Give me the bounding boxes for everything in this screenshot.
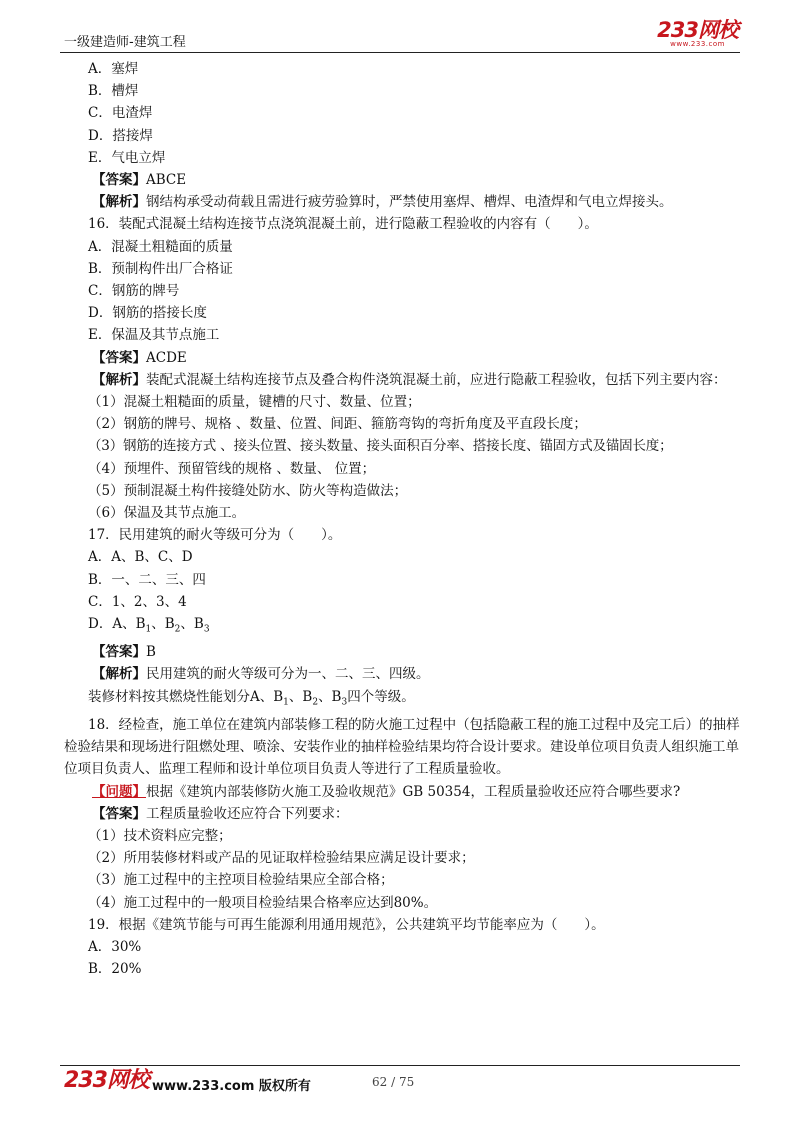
q18-answer bbox=[64, 803, 744, 825]
subscript: 2 bbox=[312, 697, 319, 708]
analysis-tag: 【解析】 bbox=[92, 371, 146, 388]
q18-item-2: （2）所用装修材料或产品的见证取样检验结果应满足设计要求； bbox=[88, 850, 475, 867]
answer-value: B bbox=[146, 644, 156, 661]
q16-option-b: B．预制构件出厂合格证 bbox=[88, 260, 233, 277]
option-text: 、B bbox=[180, 616, 204, 633]
answer-tag: 【答案】 bbox=[92, 644, 146, 661]
subscript: 1 bbox=[145, 624, 152, 635]
page-footer bbox=[60, 1065, 740, 1100]
analysis-text: 装配式混凝土结构连接节点及叠合构件浇筑混凝土前，应进行隐蔽工程验收，包括下列主要内容： bbox=[146, 371, 727, 388]
q16-answer bbox=[64, 347, 744, 369]
q16-option-d: D．钢筋的搭接长度 bbox=[88, 305, 207, 322]
answer-value: ABCE bbox=[146, 172, 187, 189]
header-title: 一级建造师-建筑工程 bbox=[64, 35, 186, 50]
subscript: 2 bbox=[174, 624, 181, 635]
q19-option-a: A．30% bbox=[88, 938, 142, 955]
note-text: 四个等级。 bbox=[347, 688, 415, 705]
q18-item-1: （1）技术资料应完整； bbox=[88, 827, 232, 844]
question-text: 根据《建筑内部装修防火施工及验收规范》GB 50354，工程质量验收还应符合哪些要求? bbox=[146, 783, 681, 800]
q17-option-c: C．1、2、3、4 bbox=[88, 593, 187, 610]
q16-analysis bbox=[64, 369, 744, 391]
footer-logo-brand: 233网校 bbox=[64, 1068, 149, 1093]
q16-item-4: （4）预埋件、预留管线的规格 、数量、 位置； bbox=[88, 460, 376, 477]
answer-value: ACDE bbox=[146, 349, 187, 366]
q16-item-3: （3）钢筋的连接方式 、接头位置、接头数量、接头面积百分率、搭接长度、锚固方式及锚固长度； bbox=[88, 438, 673, 455]
q17-option-a: A．A、B、C、D bbox=[88, 549, 193, 566]
q16-item-2: （2）钢筋的牌号、规格 、数量、位置、间距、箍筋弯钩的弯折角度及平直段长度； bbox=[88, 416, 587, 433]
q18-item-4: （4）施工过程中的一般项目检验结果合格率应达到80%。 bbox=[88, 894, 438, 911]
q17-answer bbox=[64, 641, 744, 663]
document-body bbox=[64, 58, 744, 980]
header-logo-site: www.233.com bbox=[670, 40, 725, 48]
question-tag: 【问题】 bbox=[92, 783, 146, 800]
q15-option-a: A．塞焊 bbox=[88, 61, 139, 77]
q19-stem: 19．根据《建筑节能与可再生能源利用通用规范》，公共建筑平均节能率应为（ ）。 bbox=[88, 916, 605, 933]
note-text: 、B bbox=[318, 688, 342, 705]
analysis-tag: 【解析】 bbox=[92, 666, 146, 683]
q17-analysis bbox=[64, 663, 744, 685]
q16-option-c: C．钢筋的牌号 bbox=[88, 283, 180, 300]
q16-option-e: E．保温及其节点施工 bbox=[88, 327, 220, 344]
q15-answer bbox=[64, 169, 744, 191]
q17-option-d bbox=[64, 613, 744, 635]
q18-item-3: （3）施工过程中的主控项目检验结果应全部合格； bbox=[88, 872, 394, 889]
q19-option-b: B．20% bbox=[88, 961, 142, 978]
q16-item-1: （1）混凝土粗糙面的质量，键槽的尺寸、数量、位置； bbox=[88, 394, 421, 411]
footer-copyright: www.233.com 版权所有 bbox=[152, 1079, 311, 1094]
q16-item-6: （6）保温及其节点施工。 bbox=[88, 505, 246, 522]
option-text: 、B bbox=[151, 616, 175, 633]
q15-option-d: D．搭接焊 bbox=[88, 127, 153, 144]
q18-question bbox=[64, 781, 744, 803]
page-header bbox=[60, 20, 740, 53]
q16-stem: 16．装配式混凝土结构连接节点浇筑混凝土前，进行隐蔽工程验收的内容有（ ）。 bbox=[88, 216, 598, 233]
answer-tag: 【答案】 bbox=[92, 172, 146, 189]
q17-option-b: B．一、二、三、四 bbox=[88, 571, 206, 588]
header-logo-brand: 233网校 bbox=[657, 18, 738, 42]
note-text: 装修材料按其燃烧性能划分A、B bbox=[88, 688, 284, 705]
subscript: 3 bbox=[203, 624, 210, 635]
q15-analysis bbox=[64, 191, 744, 213]
q17-stem: 17．民用建筑的耐火等级可分为（ ）。 bbox=[88, 527, 342, 544]
footer-logo bbox=[64, 1070, 149, 1092]
q15-option-e: E．气电立焊 bbox=[88, 149, 166, 166]
option-text: D．A、B bbox=[88, 616, 146, 633]
q15-option-b: B．槽焊 bbox=[88, 83, 139, 100]
q15-option-c: C．电渣焊 bbox=[88, 105, 153, 122]
answer-value: 工程质量验收还应符合下列要求： bbox=[146, 805, 349, 822]
header-logo bbox=[657, 20, 738, 48]
q16-option-a: A．混凝土粗糙面的质量 bbox=[88, 238, 233, 255]
subscript: 1 bbox=[283, 697, 289, 708]
answer-tag: 【答案】 bbox=[92, 349, 146, 366]
subscript: 3 bbox=[341, 697, 348, 708]
analysis-text: 钢结构承受动荷载且需进行疲劳验算时，严禁使用塞焊、槽焊、电渣焊和气电立焊接头。 bbox=[146, 194, 673, 211]
q16-item-5: （5）预制混凝土构件接缝处防水、防火等构造做法； bbox=[88, 482, 408, 499]
page-number: 62 / 75 bbox=[372, 1075, 415, 1089]
answer-tag: 【答案】 bbox=[92, 805, 146, 822]
analysis-text: 民用建筑的耐火等级可分为一、二、三、四级。 bbox=[146, 666, 430, 683]
note-text: 、B bbox=[288, 688, 313, 705]
q17-note bbox=[64, 686, 744, 708]
analysis-tag: 【解析】 bbox=[92, 194, 146, 211]
q18-stem: 18．经检查，施工单位在建筑内部装修工程的防火施工过程中（包括隐蔽工程的施工过程中及完工后）的抽样检验结果和现场进行阻燃处理、喷涂、安装作业的抽样检验结果均符合设计要求。建设单位项目负责人组织施工单位项目负责人、监理工程师和设计单位项目负责人等进行了工程质量验收。 bbox=[64, 716, 740, 778]
